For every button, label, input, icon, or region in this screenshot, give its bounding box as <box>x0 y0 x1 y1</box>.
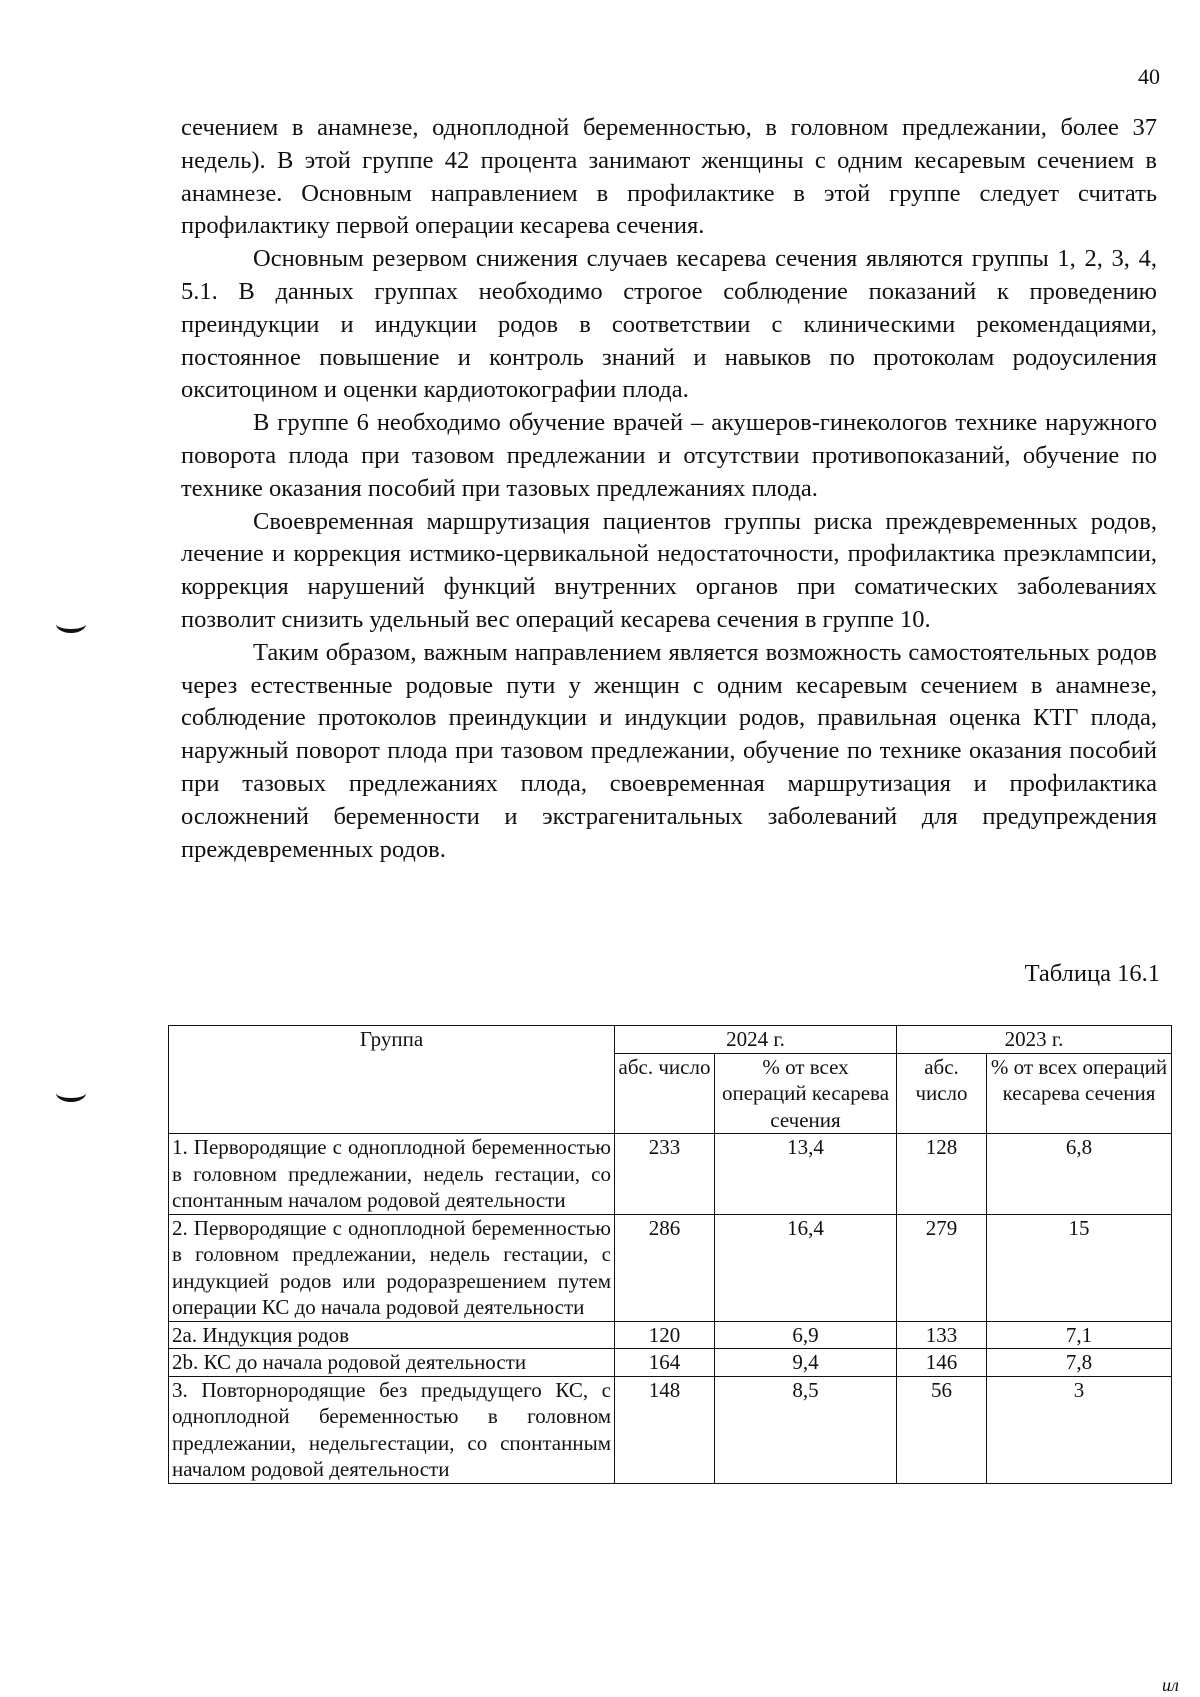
cell-group: 1. Первородящие с одноплодной беременностью в головном предлежании, недель гестации, со спонтанным началом родовой деятельности <box>169 1134 615 1215</box>
cell-abs-2024: 148 <box>615 1376 715 1483</box>
margin-mark <box>56 1084 86 1102</box>
paragraph: Своевременная маршрутизация пациентов группы риска преждевременных родов, лечение и коррекция истмико-цервикальной недостаточности, профилактика преэклампсии, коррекция нарушений функций внутренних органов при соматических заболеваниях позволит снизить удельный вес операций кесарева сечения в группе 10. <box>181 507 1157 633</box>
cell-abs-2024: 233 <box>615 1134 715 1215</box>
cell-pct-2024: 16,4 <box>715 1214 897 1321</box>
paragraph: Основным резервом снижения случаев кесарева сечения являются группы 1, 2, 3, 4, 5.1. В данных группах необходимо строгое соблюдение показаний к проведению преиндукции и индукции родов в соответствии с клиническими рекомендациями, постоянное повышение и контроль знаний и навыков по протоколам родоусиления окситоцином и оценки кардиотокографии плода. <box>181 245 1157 404</box>
table-row <box>169 1134 1172 1215</box>
paragraph: сечением в анамнезе, одноплодной беременностью, в головном предлежании, более 37 недель). В этой группе 42 процента занимают женщины с одним кесаревым сечением в анамнезе. Основным направлением в профилактике в этой группе следует считать профилактику первой операции кесарева сечения. <box>181 114 1157 240</box>
data-table <box>168 1025 1172 1484</box>
header-pct-2023: % от всех операций кесарева сечения <box>987 1053 1172 1134</box>
cell-pct-2024: 6,9 <box>715 1321 897 1349</box>
cell-abs-2023: 128 <box>897 1134 987 1215</box>
table-row <box>169 1349 1172 1377</box>
margin-mark <box>56 615 86 633</box>
paragraph: В группе 6 необходимо обучение врачей – акушеров-гинекологов технике наружного поворота плода при тазовом предлежании и отсутствии противопоказаний, обучение по технике оказания пособий при тазовых предлежаниях плода. <box>181 409 1157 502</box>
cell-abs-2023: 56 <box>897 1376 987 1483</box>
table-caption: Таблица 16.1 <box>1024 960 1160 987</box>
header-pct-2024: % от всех операций кесарева сечения <box>715 1053 897 1134</box>
table-row <box>169 1376 1172 1483</box>
paragraph: Таким образом, важным направлением является возможность самостоятельных родов через естественные родовые пути у женщин с одним кесаревым сечением в анамнезе, соблюдение протоколов преиндукции и индукции родов, правильная оценка КТГ плода, наружный поворот плода при тазовом предлежании, обучение по технике оказания пособий при тазовых предлежаниях плода, своевременная маршрутизация и профилактика осложнений беременности и экстрагенитальных заболеваний для предупреждения преждевременных родов. <box>181 638 1157 863</box>
table-row <box>169 1214 1172 1321</box>
cell-group: 2a. Индукция родов <box>169 1321 615 1349</box>
header-group: Группа <box>169 1026 615 1134</box>
table-header-row <box>169 1026 1172 1054</box>
cell-group: 2b. КС до начала родовой деятельности <box>169 1349 615 1377</box>
header-year-2024: 2024 г. <box>615 1026 897 1054</box>
cell-pct-2023: 15 <box>987 1214 1172 1321</box>
cell-abs-2024: 120 <box>615 1321 715 1349</box>
cell-group: 2. Первородящие с одноплодной беременностью в головном предлежании, недель гестации, с индукцией родов или родоразрешением путем операции КС до начала родовой деятельности <box>169 1214 615 1321</box>
cell-abs-2023: 146 <box>897 1349 987 1377</box>
cell-pct-2024: 13,4 <box>715 1134 897 1215</box>
cell-group: 3. Повторнородящие без предыдущего КС, с одноплодной беременностью в головном предлежании, недельгестации, со спонтанным началом родовой деятельности <box>169 1376 615 1483</box>
header-abs-2024: абс. число <box>615 1053 715 1134</box>
table-row <box>169 1321 1172 1349</box>
body-text <box>181 112 1157 866</box>
cell-abs-2024: 164 <box>615 1349 715 1377</box>
cell-abs-2023: 279 <box>897 1214 987 1321</box>
cell-pct-2023: 6,8 <box>987 1134 1172 1215</box>
header-abs-2023: абс. число <box>897 1053 987 1134</box>
cell-pct-2024: 8,5 <box>715 1376 897 1483</box>
cell-abs-2024: 286 <box>615 1214 715 1321</box>
cell-pct-2023: 7,1 <box>987 1321 1172 1349</box>
cell-pct-2024: 9,4 <box>715 1349 897 1377</box>
page-number: 40 <box>1138 64 1160 89</box>
header-year-2023: 2023 г. <box>897 1026 1172 1054</box>
cell-pct-2023: 3 <box>987 1376 1172 1483</box>
cell-pct-2023: 7,8 <box>987 1349 1172 1377</box>
cell-abs-2023: 133 <box>897 1321 987 1349</box>
corner-mark: ил <box>1162 1675 1179 1695</box>
